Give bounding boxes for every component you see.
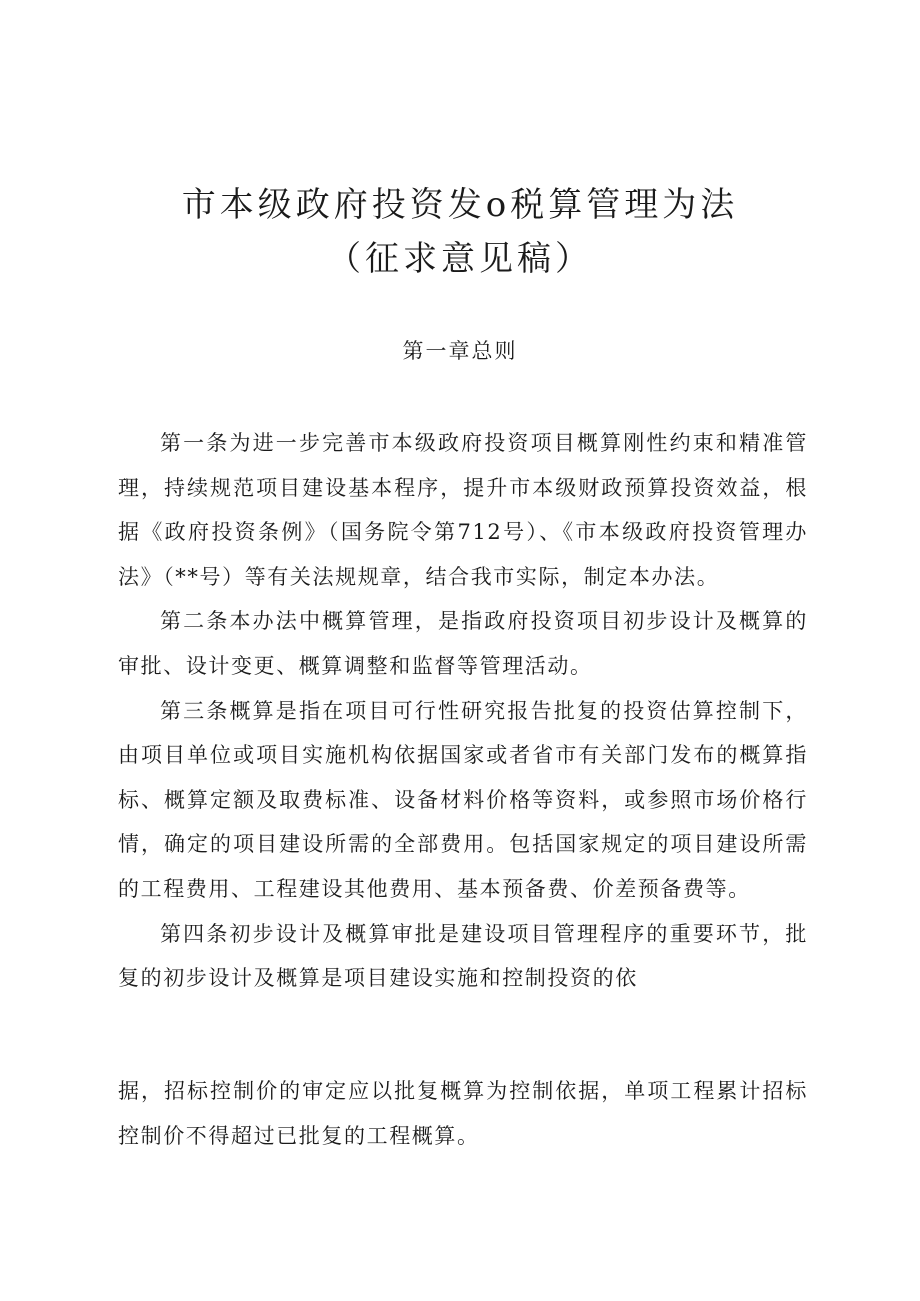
document-subtitle: （征求意见稿）: [327, 239, 593, 279]
article-4: 第四条初步设计及概算审批是建设项目管理程序的重要环节，批复的初步设计及概算是项目建设实施和控制投资的依: [118, 921, 808, 991]
article-4-continuation: [118, 1069, 808, 1158]
article-2: 第二条本办法中概算管理，是指政府投资项目初步设计及概算的审批、设计变更、概算调整和监督等管理活动。: [118, 609, 808, 678]
chapter-heading: 第一章总则: [402, 339, 518, 363]
article-list: [118, 421, 808, 1001]
article-1: 第一条为进一步完善市本级政府投资项目概算刚性约束和精准管理，持续规范项目建设基本程序，提升市本级财政预算投资效益，根据《政府投资条例》（国务院令第712号）、《市本级政府投资管理办法》（**号）等有关法规规章，结合我市实际，制定本办法。: [118, 431, 808, 589]
document-title: 市本级政府投资发o税算管理为法: [181, 185, 739, 225]
continuation-paragraph: 据，招标控制价的审定应以批复概算为控制依据，单项工程累计招标控制价不得超过已批复的工程概算。: [118, 1079, 808, 1148]
article-3: 第三条概算是指在项目可行性研究报告批复的投资估算控制下，由项目单位或项目实施机构依据国家或者省市有关部门发布的概算指标、概算定额及取费标准、设备材料价格等资料，或参照市场价格行情，确定的项目建设所需的全部费用。包括国家规定的项目建设所需的工程费用、工程建设其他费用、基本预备费、价差预备费等。: [118, 698, 808, 901]
